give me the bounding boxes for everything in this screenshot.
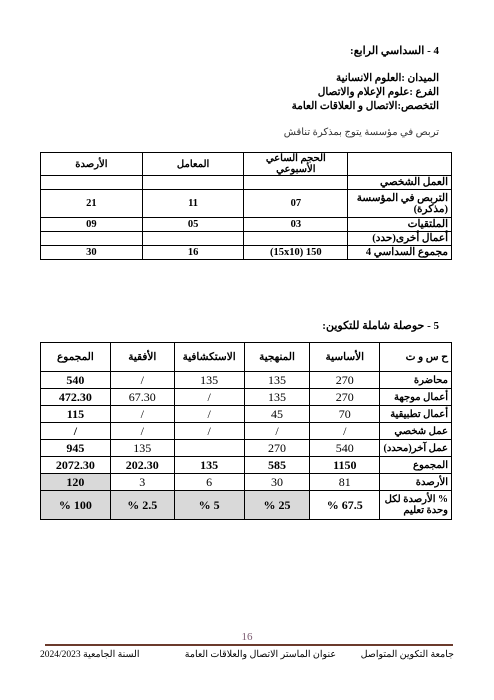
row-label: % الأرصدة لكل وحدة تعليم: [380, 491, 452, 520]
header-cell: المعامل: [142, 153, 244, 176]
table-cell: 540: [41, 372, 111, 389]
table-header-row: [41, 153, 452, 176]
table-cell: 5 %: [174, 491, 244, 520]
header-cell: الاستكشافية: [174, 343, 244, 372]
table-cell: /: [174, 389, 244, 406]
table-cell: 135: [110, 440, 174, 457]
table-cell: 202.30: [110, 457, 174, 474]
table-cell: 81: [310, 474, 380, 491]
credits-cell: 09: [41, 218, 143, 232]
table-row: [41, 218, 452, 232]
table-row: [41, 389, 452, 406]
total-credits-cell: 120: [41, 474, 111, 491]
table-cell: /: [174, 423, 244, 440]
summary-table: [40, 342, 452, 520]
footer-divider: [45, 644, 453, 646]
semester4-table: [40, 152, 452, 260]
table-cell: 135: [244, 389, 310, 406]
row-label: التربص في المؤسسة (مذكرة): [348, 190, 452, 218]
branch-line: الفرع :علوم الإعلام والاتصال: [317, 87, 439, 98]
credits-cell: 21: [41, 190, 143, 218]
table-row: [41, 457, 452, 474]
table-cell: 472.30: [41, 389, 111, 406]
header-cell: المنهجية: [244, 343, 310, 372]
row-label: محاضرة: [380, 372, 452, 389]
table-cell: 70: [310, 406, 380, 423]
coef-cell: 05: [142, 218, 244, 232]
table-cell: /: [110, 423, 174, 440]
table-cell: 3: [110, 474, 174, 491]
row-label: المجموع: [380, 457, 452, 474]
table-cell: /: [110, 406, 174, 423]
coef-cell: [142, 232, 244, 246]
row-label: العمل الشخصي: [348, 176, 452, 190]
row-label: عمل شخصي: [380, 423, 452, 440]
table-cell: /: [174, 406, 244, 423]
table-row: [41, 176, 452, 190]
table-cell: 6: [174, 474, 244, 491]
row-label: عمل آخر(محدد): [380, 440, 452, 457]
table-cell: 2.5 %: [110, 491, 174, 520]
specialty-line: التخصص:الاتصال و العلاقات العامة: [291, 101, 439, 112]
table-cell: 100 %: [41, 491, 111, 520]
table-cell: 30: [244, 474, 310, 491]
table-cell: 45: [244, 406, 310, 423]
header-cell: الأساسية: [310, 343, 380, 372]
table-cell: /: [110, 372, 174, 389]
footer-year: السنة الجامعية 2024/2023: [40, 650, 140, 660]
section4-heading: 4 - السداسي الرابع:: [350, 45, 439, 57]
table-cell: 135: [174, 372, 244, 389]
coef-cell: 11: [142, 190, 244, 218]
header-cell: المجموع: [41, 343, 111, 372]
table-header-row: [41, 343, 452, 372]
row-label: أعمال موجهة: [380, 389, 452, 406]
row-label: مجموع السداسي 4: [348, 246, 452, 260]
row-label: الأرصدة: [380, 474, 452, 491]
internship-note: تربص في مؤسسة يتوج بمذكرة تناقش: [283, 127, 439, 138]
row-label: أعمال تطبيقية: [380, 406, 452, 423]
table-cell: 270: [244, 440, 310, 457]
table-cell: 135: [244, 372, 310, 389]
table-cell: 585: [244, 457, 310, 474]
credits-cell: 30: [41, 246, 143, 260]
header-cell: الأرصدة: [41, 153, 143, 176]
table-row: [41, 190, 452, 218]
table-cell: 1150: [310, 457, 380, 474]
table-row: [41, 246, 452, 260]
corner-label: ح س و ت: [380, 343, 452, 372]
table-row: [41, 372, 452, 389]
table-cell: 25 %: [244, 491, 310, 520]
footer-university: جامعة التكوين المتواصل: [360, 650, 454, 660]
table-row: [41, 232, 452, 246]
hours-cell: 07: [244, 190, 348, 218]
table-cell: 67.5 %: [310, 491, 380, 520]
hours-cell: 03: [244, 218, 348, 232]
section5-heading: 5 - حوصلة شاملة للتكوين:: [322, 320, 439, 332]
credits-cell: [41, 176, 143, 190]
table-cell: 270: [310, 389, 380, 406]
page-number: 16: [241, 631, 253, 643]
hours-cell: 150 (15x10): [244, 246, 348, 260]
header-cell: الحجم الساعي الأسبوعي: [244, 153, 348, 176]
table-row: [41, 440, 452, 457]
table-cell: 2072.30: [41, 457, 111, 474]
coef-cell: 16: [142, 246, 244, 260]
credits-cell: [41, 232, 143, 246]
table-row: [41, 423, 452, 440]
table-cell: /: [41, 423, 111, 440]
table-cell: 115: [41, 406, 111, 423]
table-row: [41, 406, 452, 423]
table-cell: 67.30: [110, 389, 174, 406]
hours-cell: [244, 176, 348, 190]
row-label: الملتقيات: [348, 218, 452, 232]
table-cell: 540: [310, 440, 380, 457]
table-cell: /: [244, 423, 310, 440]
coef-cell: [142, 176, 244, 190]
header-cell: الأفقية: [110, 343, 174, 372]
table-cell: 135: [174, 457, 244, 474]
table-cell: 270: [310, 372, 380, 389]
hours-cell: [244, 232, 348, 246]
table-cell: /: [310, 423, 380, 440]
table-row: [41, 474, 452, 491]
header-cell: [348, 153, 452, 176]
row-label: أعمال أخرى(حدد): [348, 232, 452, 246]
field-line: الميدان :العلوم الانسانية: [336, 73, 439, 84]
table-row: [41, 491, 452, 520]
table-cell: 945: [41, 440, 111, 457]
footer-master-title: عنوان الماستر الاتصال والعلاقات العامة: [184, 650, 336, 660]
table-cell: [174, 440, 244, 457]
